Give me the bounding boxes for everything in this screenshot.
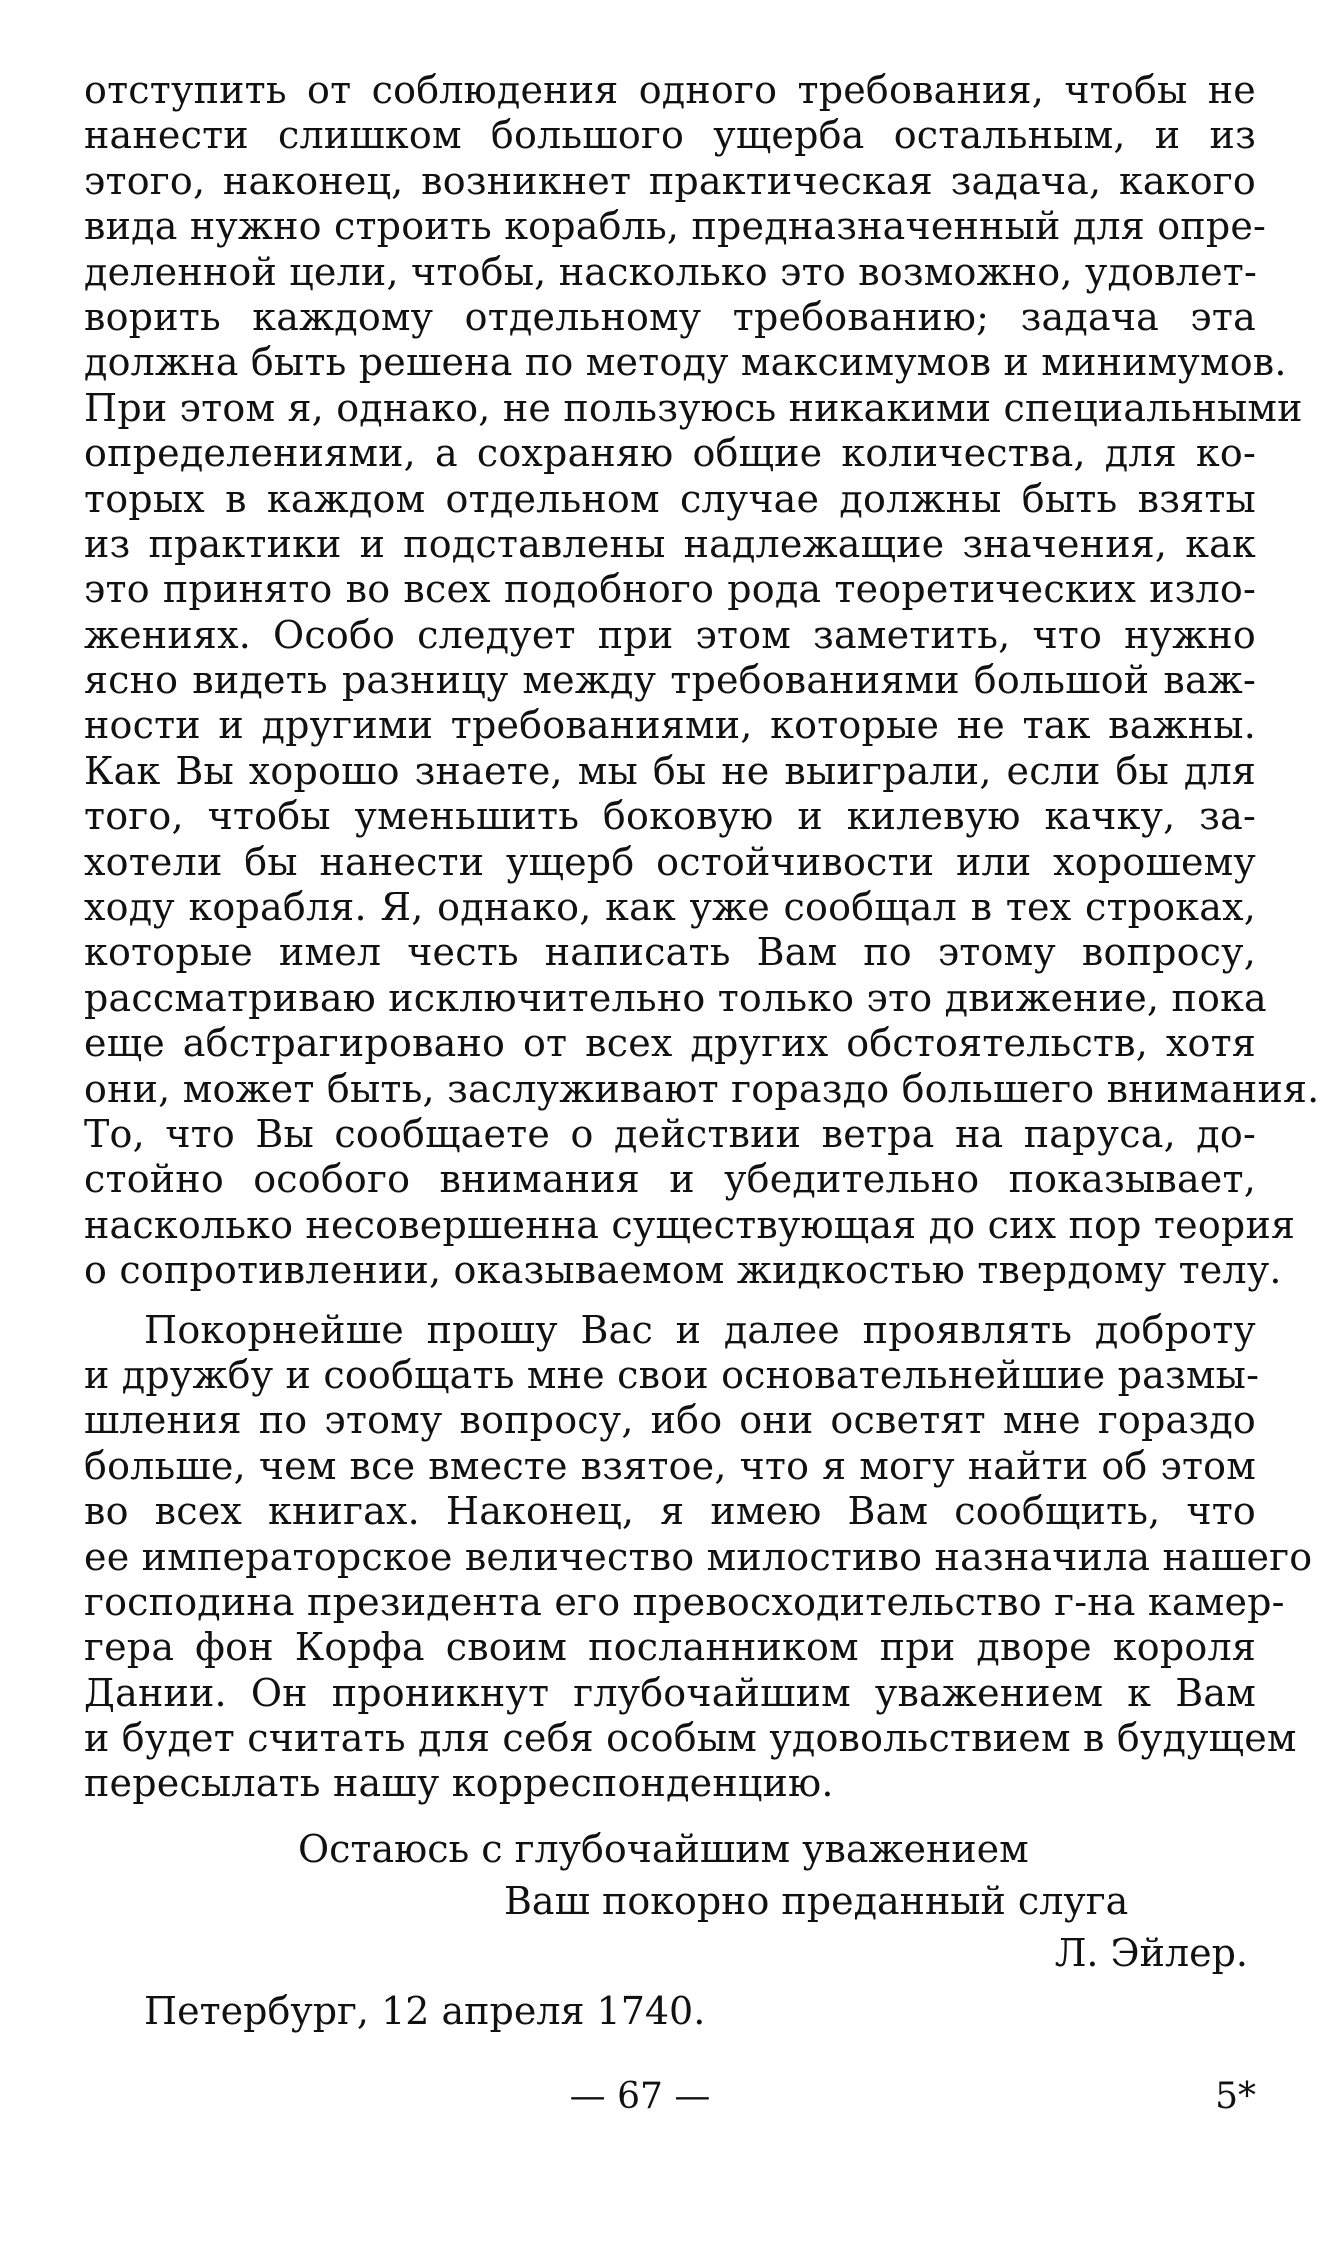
text-line: которые имел честь написать Вам по этому вопросу, (84, 930, 1256, 975)
text-line: жениях. Особо следует при этом заметить, что нужно (84, 612, 1256, 657)
text-line: нанести слишком большого ущерба остальным, и из (84, 113, 1256, 158)
text-line: ворить каждому отдельному требованию; задача эта (84, 294, 1256, 339)
paragraph-1 (84, 68, 1320, 1294)
page-footer (84, 2076, 1256, 2126)
text-line: из практики и подставлены надлежащие значения, как (84, 521, 1256, 566)
text-line: Покорнейше прошу Вас и далее проявлять доброту (144, 1307, 1256, 1352)
closing-line-2: Ваш покорно преданный слуга (504, 1878, 1129, 1923)
text-line: стойно особого внимания и убедительно показывает, (84, 1157, 1256, 1202)
text-line: определениями, а сохраняю общие количества, для ко- (84, 431, 1256, 476)
text-line: рассматриваю исключительно только это движение, пока (84, 975, 1267, 1020)
text-line: ясно видеть разницу между требованиями большой важ- (84, 658, 1256, 703)
text-line: шления по этому вопросу, ибо они осветят мне гораздо (84, 1398, 1256, 1443)
text-line: должна быть решена по методу максимумов и минимумов. (84, 340, 1287, 385)
text-line: отступить от соблюдения одного требования, чтобы не (84, 68, 1256, 112)
text-line: ходу корабля. Я, однако, как уже сообщал в тех строках, (84, 885, 1256, 930)
text-line: вида нужно строить корабль, предназначенный для опре- (84, 204, 1267, 249)
text-line: ности и другими требованиями, которые не так важны. (84, 703, 1256, 748)
text-line: господина президента его превосходительство г-на камер- (84, 1579, 1285, 1624)
text-line: это принято во всех подобного рода теоретических изло- (84, 567, 1256, 612)
paragraph-2 (84, 1307, 1313, 1807)
printer-signature-mark: 5* (1215, 2076, 1256, 2117)
text-line: торых в каждом отдельном случае должны быть взяты (84, 476, 1256, 521)
page-number: — 67 — (569, 2076, 711, 2117)
text-line: деленной цели, чтобы, насколько это возможно, удовлет- (84, 249, 1258, 294)
text-line: того, чтобы уменьшить боковую и килевую качку, за- (84, 794, 1256, 839)
text-line: При этом я, однако, не пользуюсь никакими специальными (84, 385, 1303, 430)
text-line: Дании. Он проникнут глубочайшим уважением к Вам (84, 1670, 1256, 1715)
place-and-date: Петербург, 12 апреля 1740. (144, 1988, 706, 2033)
text-line: и дружбу и сообщать мне свои основательнейшие размы- (84, 1352, 1260, 1397)
text-line: хотели бы нанести ущерб остойчивости или хорошему (84, 839, 1256, 884)
text-line: этого, наконец, возникнет практическая задача, какого (84, 158, 1256, 203)
page-body (84, 68, 1320, 2037)
paragraph-gap (84, 1294, 1256, 1308)
text-line: еще абстрагировано от всех других обстоятельств, хотя (84, 1021, 1256, 1066)
text-line: пересылать нашу корреспонденцию. (84, 1761, 834, 1806)
text-line: насколько несовершенна существующая до сих пор теория (84, 1202, 1296, 1247)
text-line: и будет считать для себя особым удовольствием в будущем (84, 1716, 1297, 1761)
text-line: ее императорское величество милостиво назначила нашего (84, 1534, 1313, 1579)
text-line: больше, чем все вместе взятое, что я могу найти об этом (84, 1443, 1256, 1488)
text-line: они, может быть, заслуживают гораздо большего внимания. (84, 1066, 1320, 1111)
text-line: о сопротивлении, оказываемом жидкостью твердому телу. (84, 1248, 1282, 1293)
text-line: Как Вы хорошо знаете, мы бы не выиграли, если бы для (84, 748, 1256, 793)
text-line: гера фон Корфа своим посланником при дворе короля (84, 1625, 1256, 1670)
closing-line-1: Остаюсь с глубочайшим уважением (298, 1826, 1029, 1871)
text-line: во всех книгах. Наконец, я имею Вам сообщить, что (84, 1489, 1256, 1534)
author-signature: Л. Эйлер. (1054, 1930, 1248, 1975)
text-line: То, что Вы сообщаете о действии ветра на паруса, до- (84, 1111, 1256, 1156)
